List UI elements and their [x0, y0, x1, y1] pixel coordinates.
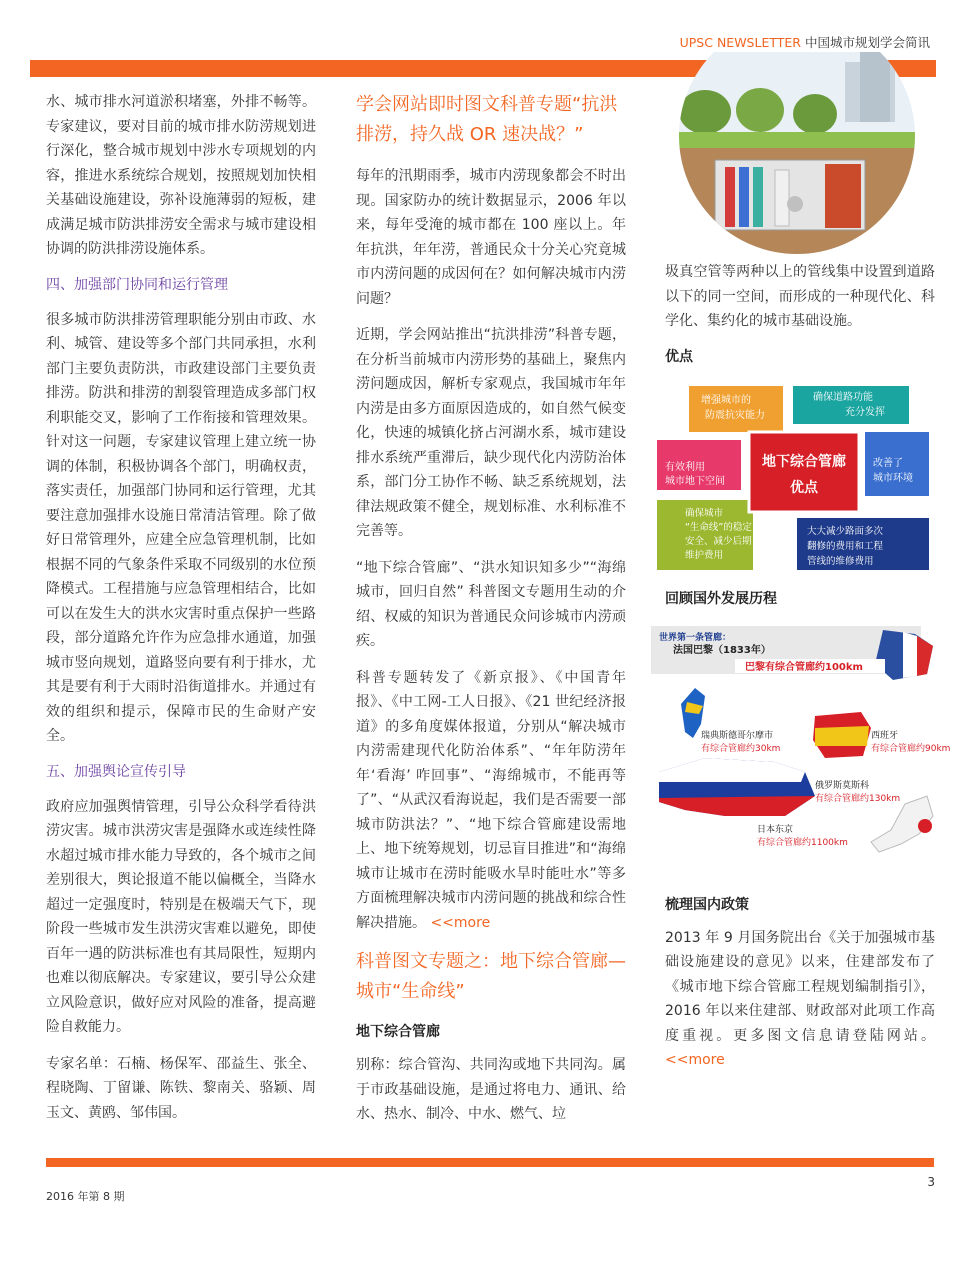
article-title-pipe-gallery: 科普图文专题之：地下综合管廊—城市“生命线”: [356, 951, 626, 1002]
advantage-text: “生命线”的稳定: [685, 521, 752, 533]
paragraph: [665, 926, 935, 1073]
newsletter-brand: UPSC NEWSLETTER: [679, 35, 801, 50]
advantage-center-title: 地下综合管廊: [762, 453, 846, 470]
advantage-text: 防震抗灾能力: [705, 409, 765, 421]
newsletter-title: 中国城市规划学会简讯: [804, 35, 930, 50]
page-number: 3: [927, 1175, 935, 1189]
paris-length: 巴黎有综合管廊约100km: [745, 661, 863, 673]
advantage-text: 管线的维修费用: [807, 555, 874, 567]
subheading-advantages: 优点: [665, 348, 693, 365]
advantage-box-orange: [689, 386, 783, 432]
pipe-gallery-illustration: [665, 52, 935, 252]
section-heading-5: 五、加强舆论宣传引导: [46, 763, 186, 780]
subheading-history: 回顾国外发展历程: [665, 590, 777, 607]
advantage-text: 确保道路功能: [813, 391, 873, 403]
subheading-policy: 梳理国内政策: [665, 896, 749, 913]
paragraph: “地下综合管廊”、“洪水知识知多少”“海绵城市，回归自然” 科普图文专题用生动的介绍、权威的知识为普通民众问诊城市内涝顽疾。: [356, 559, 626, 649]
paragraph-text: 科普专题转发了《新京报》、《中国青年报》、《中工网-工人日报》、《21 世纪经济报道》的多角度媒体报道，分别从“解决城市内涝需建现代化防治体系”、“年年防涝年年‘看海’ 咋回事”、“海绵城市，不能再等了”、“从武汉看海说起，我们是否需要一部城市防洪法？”、“地下综合管廊建设需地上、地下统筹规划，切忌盲目推进”和“海绵城市让城市在涝时能吸水旱时能吐水”等多方面梳理解决城市内涝问题的挑战和综合性解决措施。: [356, 669, 626, 931]
paragraph: 很多城市防洪排涝管理职能分别由市政、水利、城管、建设等多个部门共同承担，水利部门主要负责防洪，市政建设部门主要负责排涝。防洪和排涝的割裂管理造成多部门权利职能交叉，影响了工作衔接和管理效果。针对这一问题，专家建议管理上建立统一协调的体制，积极协调各个部门，明确权责，落实责任，加强部门协同和运行管理，尤其要注意加强排水设施日常清洁管理。除了做好日常管理外，应建全应急管理机制，比如根据不同的气象条件采取不同级别的水位预降模式。工程措施与应急管理相结合，比如可以在发生大的洪水灾害时重点保护一些路段，部分道路允许作为应急排水通道，加强城市竖向规划，道路竖向要有利于排水，尤其是要有利于大雨时沿街道排水。并通过有效的组织和提示，保障市民的生命财产安全。: [46, 311, 316, 744]
spain-length: 有综合管廊约90km: [871, 743, 951, 754]
subheading-pipe-gallery: 地下综合管廊: [356, 1024, 440, 1040]
advantage-text: 安全、减少后期: [685, 535, 752, 547]
foreign-history-map: [659, 620, 951, 890]
first-gallery-label: 世界第一条管廊：: [659, 632, 732, 643]
issue-number: 2016 年第 8 期: [46, 1190, 125, 1203]
advantage-center: [749, 432, 859, 512]
advantage-text: 大大减少路面多次: [807, 525, 884, 537]
advantage-text: 确保城市: [685, 507, 724, 519]
column-right: [659, 90, 951, 1085]
tokyo-label: 日本东京: [757, 824, 794, 835]
tokyo-length: 有综合管廊约1100km: [757, 837, 848, 848]
expert-list: 专家名单：石楠、杨保军、邵益生、张全、程晓陶、丁留谦、陈铁、黎南关、骆颖、周玉文、黄鸥、邹伟国。: [46, 1055, 316, 1121]
advantage-text: 有效利用: [665, 461, 705, 473]
paragraph: 别称：综合管沟、共同沟或地下共同沟。属于市政基础设施，是通过将电力、通讯、给水、热水、制冷、中水、燃气、垃: [356, 1057, 626, 1122]
advantage-center-subtitle: 优点: [790, 479, 818, 496]
paragraph: 政府应加强舆情管理，引导公众科学看待洪涝灾害。城市洪涝灾害是强降水或连续性降水超过城市排水能力导致的，各个城市之间差别很大，舆论报道不能以偏概全，当降水超过一定强度时，特别是在极端天气下，现阶段一些城市发生洪涝灾害难以避免，即使百年一遇的防洪标准也有其局限性，短期内也难以彻底解决。专家建议，要引导公众建立风险意识，做好应对风险的准备，提高避险自救能力。: [46, 798, 316, 1035]
column-left: [46, 90, 316, 1137]
stockholm-label: 瑞典斯德哥尔摩市: [701, 730, 774, 741]
paragraph-text: 2013 年 9 月国务院出台《关于加强城市基础设施建设的意见》以来，住建部发布了《城市地下综合管廊工程规划编制指引》，2016 年以来住建部、财政部对此项工作高度重视。更多图文信息请登陆网站。: [665, 929, 935, 1044]
advantages-diagram: [665, 378, 935, 578]
spain-label: 西班牙: [871, 730, 899, 741]
advantage-text: 增强城市的: [701, 394, 751, 406]
more-link[interactable]: <<more: [430, 914, 491, 931]
advantage-text: 城市环境: [873, 472, 913, 484]
advantage-text: 城市地下空间: [665, 475, 725, 487]
article-title-flood: 学会网站即时图文科普专题“抗洪排涝，持久战 OR 速决战？”: [356, 94, 618, 145]
newsletter-header: [680, 33, 930, 51]
footer-accent-bar: [46, 1158, 934, 1167]
paris-label: 法国巴黎（1833年）: [673, 644, 771, 656]
advantage-text: 充分发挥: [845, 406, 885, 418]
advantage-text: 翻修的费用和工程: [807, 540, 884, 552]
stockholm-length: 有综合管廊约30km: [701, 743, 781, 754]
paragraph: 圾真空管等两种以上的管线集中设置到道路以下的同一空间，而形成的一种现代化、科学化、集约化的城市基础设施。: [665, 264, 935, 329]
column-middle: [356, 90, 626, 1139]
paragraph: 水、城市排水河道淤积堵塞，外排不畅等。专家建议，要对目前的城市排水防涝规划进行深化，整合城市规划中涉水专项规划的内容，推进水系统综合规划，按照规划加快相关基础设施建设，弥补设施薄弱的短板，建成满足城市防洪排涝安全需求与城市建设相协调的防洪排涝设施体系。: [46, 94, 316, 257]
paragraph: [356, 666, 626, 936]
advantage-text: 改善了: [873, 457, 903, 469]
moscow-length: 有综合管廊约130km: [815, 793, 901, 804]
section-heading-4: 四、加强部门协同和运行管理: [46, 276, 228, 293]
moscow-label: 俄罗斯莫斯科: [815, 780, 870, 791]
more-link[interactable]: <<more: [665, 1052, 725, 1068]
advantage-text: 维护费用: [685, 549, 724, 561]
paragraph: 每年的汛期雨季，城市内涝现象都会不时出现。国家防办的统计数据显示，2006 年以来，每年受淹的城市都在 100 座以上。年年抗洪，年年涝，普通民众十分关心究竟城市内涝问题的成因何在？如何解决城市内涝问题？: [356, 168, 626, 307]
paragraph: 近期，学会网站推出“抗洪排涝”科普专题，在分析当前城市内涝形势的基础上，聚焦内涝问题成因，解析专家观点，我国城市年年内涝是由多方面原因造成的，如自然气候变化，快速的城镇化挤占河湖水系，城市建设排水系统严重滞后，缺少现代化内涝防治体系，部门分工协作不畅、缺乏系统规划，法律法规政策不健全，规划标准、水利标准不完善等。: [356, 327, 626, 539]
